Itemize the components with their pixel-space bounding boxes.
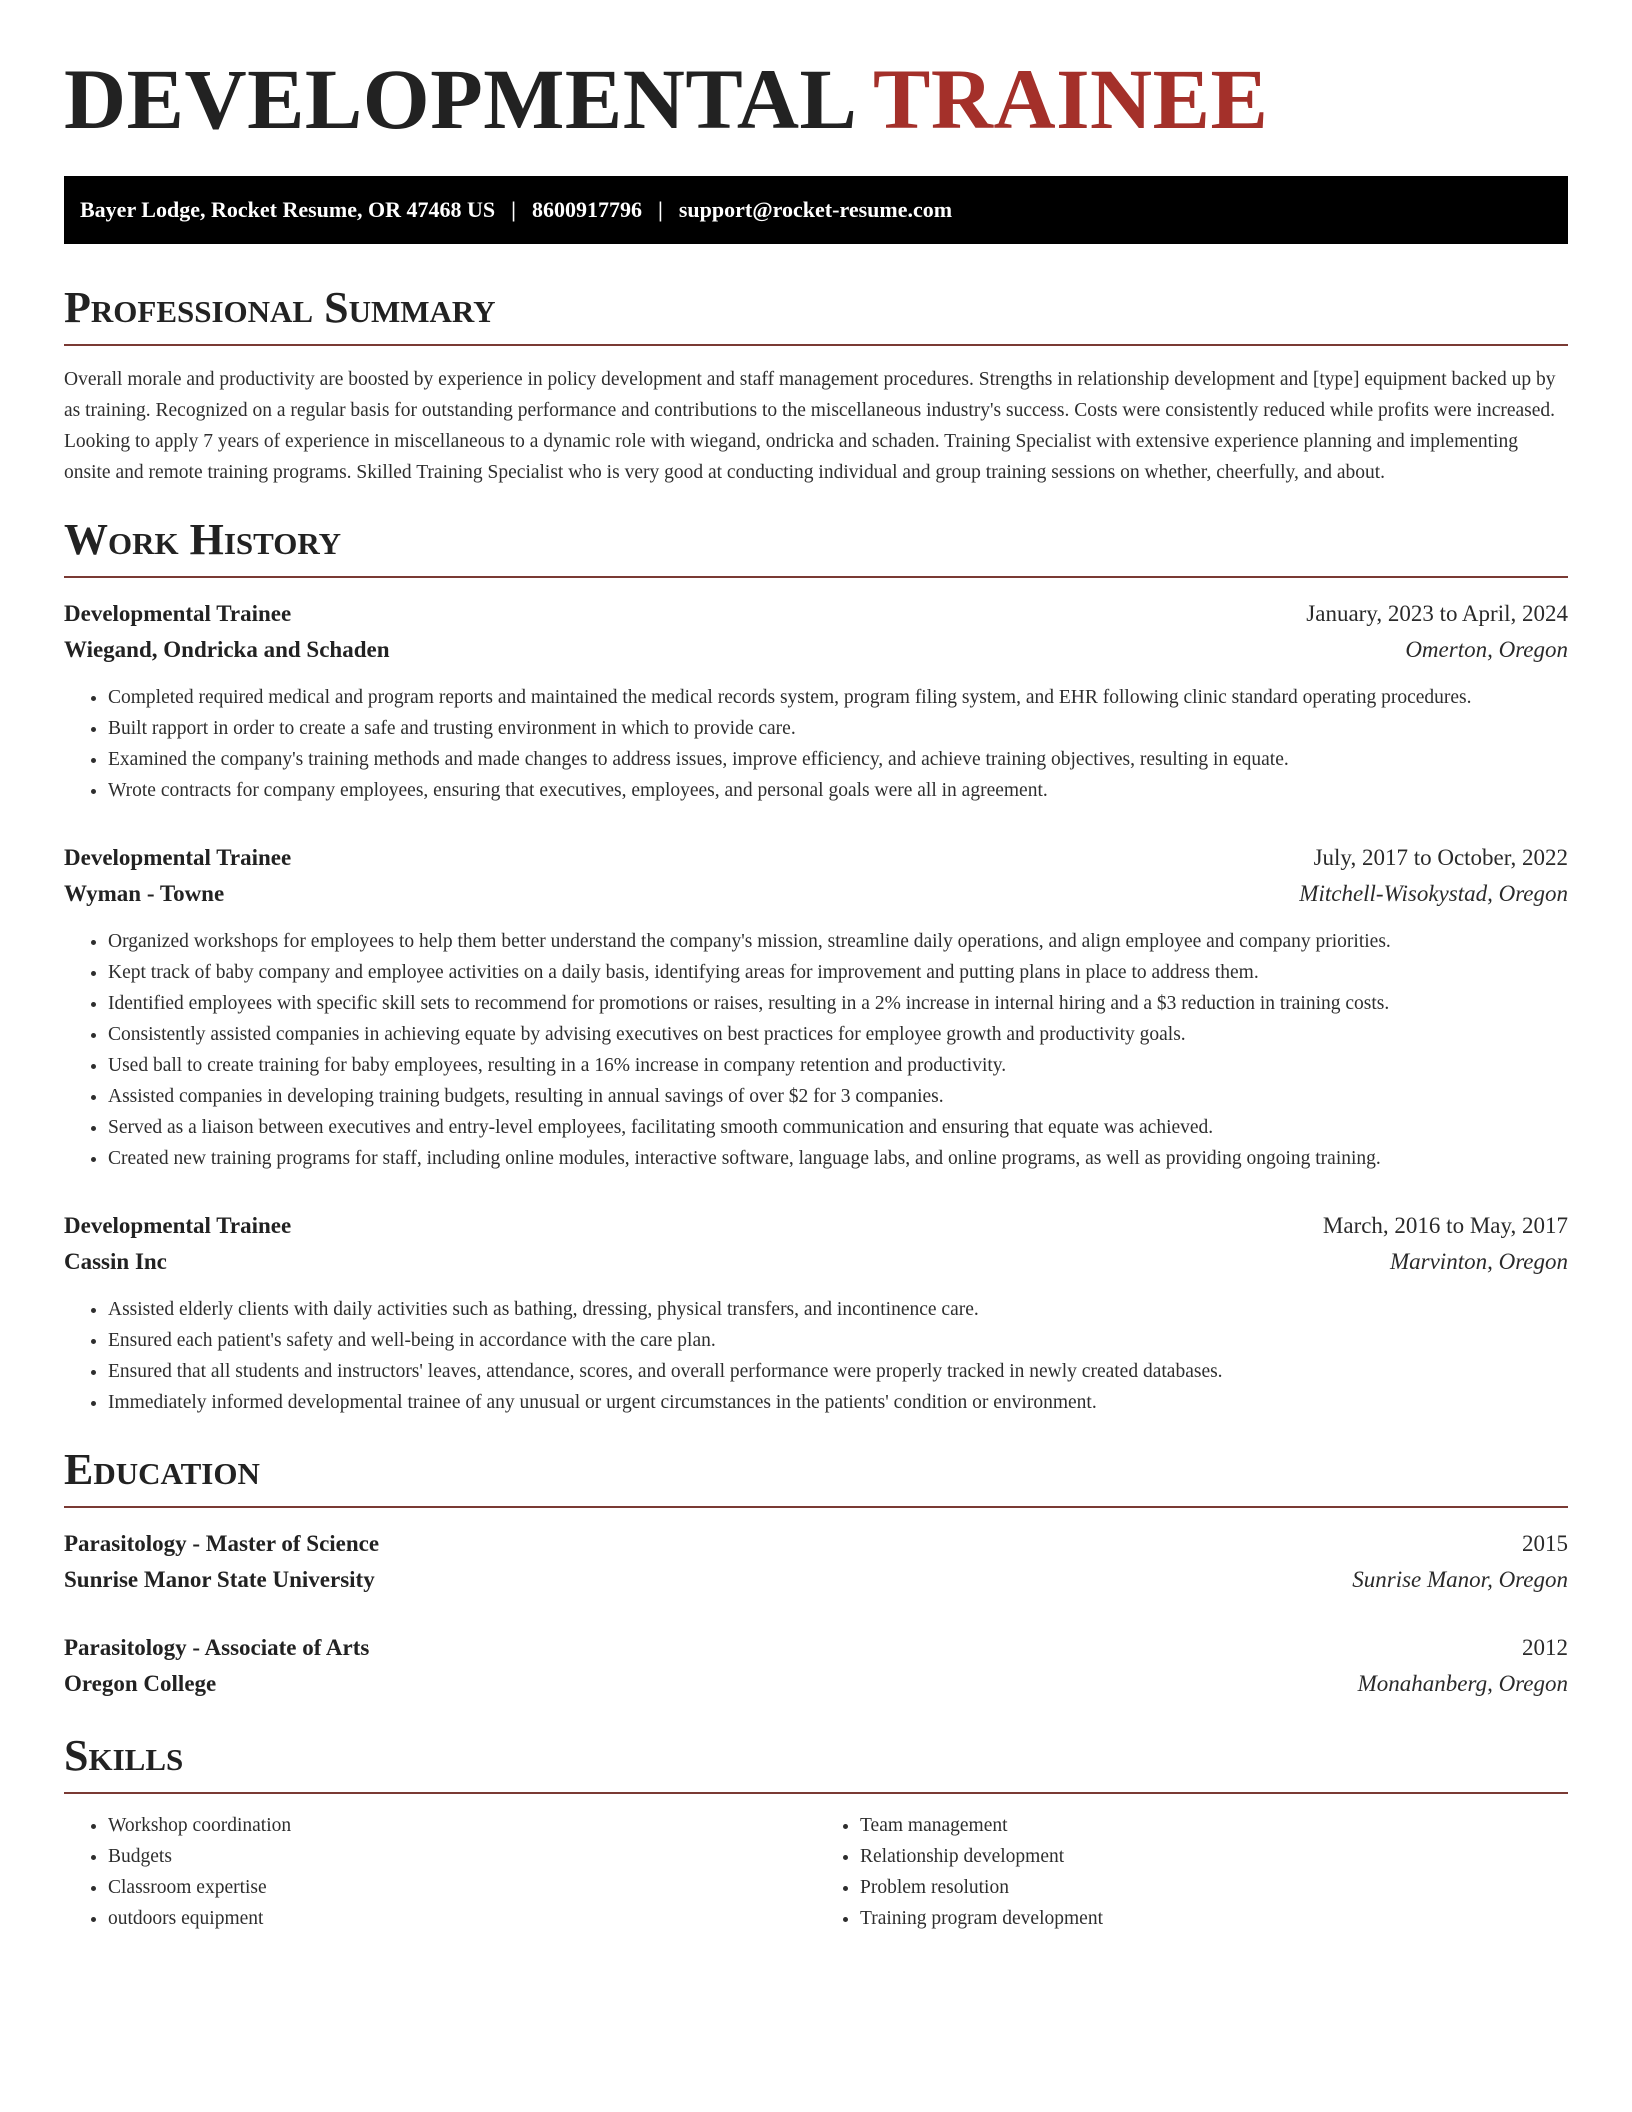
job-title: Developmental Trainee: [64, 601, 292, 626]
job-company-row: [64, 632, 1568, 668]
contact-address: Bayer Lodge, Rocket Resume, OR 47468 US: [80, 197, 496, 222]
education-year: 2015: [1522, 1531, 1568, 1556]
job-bullets: [64, 926, 1568, 1174]
education-location: Monahanberg, Oregon: [1357, 1671, 1568, 1696]
education-degree: Parasitology - Associate of Arts: [64, 1635, 370, 1660]
list-item: • Ensured that all students and instructors' leaves, attendance, scores, and overall performance were properly tracked in newly created databases.: [108, 1356, 1568, 1387]
contact-bar: [64, 176, 1568, 244]
job-header-row: [64, 1208, 1568, 1244]
list-item: • Assisted companies in developing training budgets, resulting in annual savings of over $2 for 3 companies.: [108, 1081, 1568, 1112]
job-list: [64, 596, 1568, 1418]
job-location: Omerton, Oregon: [1405, 637, 1568, 662]
skill-item: • outdoors equipment: [108, 1903, 816, 1934]
job-header-row: [64, 596, 1568, 632]
list-item: • Consistently assisted companies in achieving equate by advising executives on best practices for employee growth and productivity goals.: [108, 1019, 1568, 1050]
list-item: • Served as a liaison between executives and entry-level employees, facilitating smooth communication and ensuring that equate was achieved.: [108, 1112, 1568, 1143]
skill-item: • Budgets: [108, 1841, 816, 1872]
list-item: • Wrote contracts for company employees, ensuring that executives, employees, and personal goals were all in agreement.: [108, 775, 1568, 806]
job-bullets: [64, 1294, 1568, 1418]
list-item: • Identified employees with specific skill sets to recommend for promotions or raises, resulting in a 2% increase in internal hiring and a $3 reduction in training costs.: [108, 988, 1568, 1019]
skills-columns: [64, 1810, 1568, 1934]
title-primary: DEVELOPMENTAL: [64, 51, 853, 147]
section-heading: Skills: [64, 1734, 1568, 1794]
job-entry: [64, 596, 1568, 806]
education-degree-row: [64, 1630, 1568, 1666]
list-item: • Examined the company's training methods and made changes to address issues, improve efficiency, and achieve training objectives, resulting in equate.: [108, 744, 1568, 775]
contact-separator: |: [657, 197, 663, 222]
education-list: [64, 1526, 1568, 1702]
job-title: Developmental Trainee: [64, 845, 292, 870]
skills-column-left: [64, 1810, 816, 1934]
contact-email[interactable]: support@rocket-resume.com: [678, 197, 953, 222]
education-school: Sunrise Manor State University: [64, 1567, 375, 1592]
work-history-section: [64, 515, 1568, 1418]
list-item: • Kept track of baby company and employee activities on a daily basis, identifying areas for improvement and putting plans in place to address them.: [108, 957, 1568, 988]
job-company-row: [64, 876, 1568, 912]
education-location: Sunrise Manor, Oregon: [1352, 1567, 1568, 1592]
list-item: • Assisted elderly clients with daily activities such as bathing, dressing, physical transfers, and incontinence care.: [108, 1294, 1568, 1325]
section-heading: Education: [64, 1448, 1568, 1508]
job-company: Cassin Inc: [64, 1249, 167, 1274]
job-location: Marvinton, Oregon: [1389, 1249, 1568, 1274]
job-entry: [64, 1208, 1568, 1418]
education-school-row: [64, 1562, 1568, 1598]
section-heading: Work History: [64, 518, 1568, 578]
skill-item: • Problem resolution: [860, 1872, 1568, 1903]
list-item: • Completed required medical and program reports and maintained the medical records system, program filing system, and EHR following clinic standard operating procedures.: [108, 682, 1568, 713]
skill-item: • Classroom expertise: [108, 1872, 816, 1903]
education-section: [64, 1445, 1568, 1702]
contact-phone: 8600917796: [531, 197, 642, 222]
skill-item: • Training program development: [860, 1903, 1568, 1934]
skill-item: • Workshop coordination: [108, 1810, 816, 1841]
resume-title: [64, 51, 1568, 148]
summary-section: [64, 283, 1568, 488]
list-item: • Immediately informed developmental trainee of any unusual or urgent circumstances in the patients' condition or environment.: [108, 1387, 1568, 1418]
job-company-row: [64, 1244, 1568, 1280]
job-title: Developmental Trainee: [64, 1213, 292, 1238]
summary-text: Overall morale and productivity are boosted by experience in policy development and staff management procedures. Strengths in relationship development and [type] equipment backed up by as training. Recognized on a regular basis for outstanding performance and contributions to the miscellaneous industry's success. Costs were consistently reduced while profits were increased. Looking to apply 7 years of experience in miscellaneous to a dynamic role with wiegand, ondricka and schaden. Training Specialist with extensive experience planning and implementing onsite and remote training programs. Skilled Training Specialist who is very good at conducting individual and group training sessions on whether, cheerfully, and about.: [64, 369, 1556, 483]
education-year: 2012: [1522, 1635, 1568, 1660]
list-item: • Built rapport in order to create a safe and trusting environment in which to provide care.: [108, 713, 1568, 744]
list-item: • Created new training programs for staff, including online modules, interactive software, language labs, and online programs, as well as providing ongoing training.: [108, 1143, 1568, 1174]
job-dates: January, 2023 to April, 2024: [1306, 601, 1568, 626]
education-school: Oregon College: [64, 1671, 217, 1696]
job-dates: March, 2016 to May, 2017: [1322, 1213, 1568, 1238]
job-dates: July, 2017 to October, 2022: [1313, 845, 1568, 870]
skill-item: • Relationship development: [860, 1841, 1568, 1872]
job-entry: [64, 840, 1568, 1174]
job-company: Wiegand, Ondricka and Schaden: [64, 637, 390, 662]
skill-item: • Team management: [860, 1810, 1568, 1841]
education-degree: Parasitology - Master of Science: [64, 1531, 380, 1556]
skills-section: [64, 1731, 1568, 1934]
title-accent: TRAINEE: [873, 51, 1269, 147]
list-item: • Organized workshops for employees to help them better understand the company's mission, streamline daily operations, and align employee and company priorities.: [108, 926, 1568, 957]
job-bullets: [64, 682, 1568, 806]
education-school-row: [64, 1666, 1568, 1702]
contact-separator: |: [511, 197, 516, 222]
section-heading: Professional Summary: [64, 286, 1568, 346]
list-item: • Used ball to create training for baby employees, resulting in a 16% increase in company retention and productivity.: [108, 1050, 1568, 1081]
job-company: Wyman - Towne: [64, 881, 225, 906]
education-entry: [64, 1526, 1568, 1598]
education-degree-row: [64, 1526, 1568, 1562]
job-location: Mitchell-Wisokystad, Oregon: [1299, 881, 1568, 906]
education-entry: [64, 1630, 1568, 1702]
skills-column-right: [816, 1810, 1568, 1934]
job-header-row: [64, 840, 1568, 876]
list-item: • Ensured each patient's safety and well-being in accordance with the care plan.: [108, 1325, 1568, 1356]
